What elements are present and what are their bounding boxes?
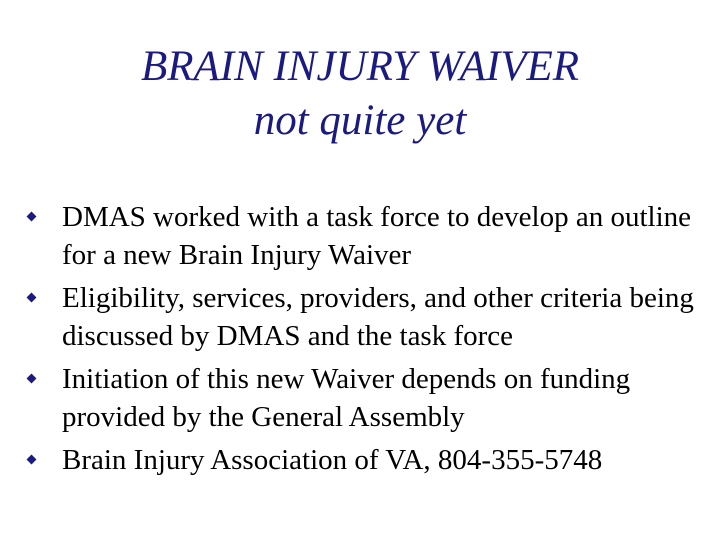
title-block [0, 40, 720, 148]
bullet-item [28, 441, 708, 479]
slide-subtitle: not quite yet [253, 97, 467, 144]
diamond-bullet-icon [27, 293, 37, 303]
bullet-list [28, 198, 708, 484]
slide-title: BRAIN INJURY WAIVER [140, 43, 580, 90]
bullet-text: Brain Injury Association of VA, 804-355-5748 [62, 444, 603, 476]
bullet-text: Initiation of this new Waiver depends on funding provided by the General Assembly [62, 363, 631, 433]
diamond-bullet-icon [27, 455, 37, 465]
diamond-bullet-icon [27, 212, 37, 222]
bullet-item [28, 279, 708, 355]
bullet-text: Eligibility, services, providers, and other criteria being discussed by DMAS and the task force [62, 282, 694, 352]
diamond-bullet-icon [27, 374, 37, 384]
bullet-item [28, 360, 708, 436]
bullet-text: DMAS worked with a task force to develop an outline for a new Brain Injury Waiver [62, 201, 691, 271]
bullet-item [28, 198, 708, 274]
